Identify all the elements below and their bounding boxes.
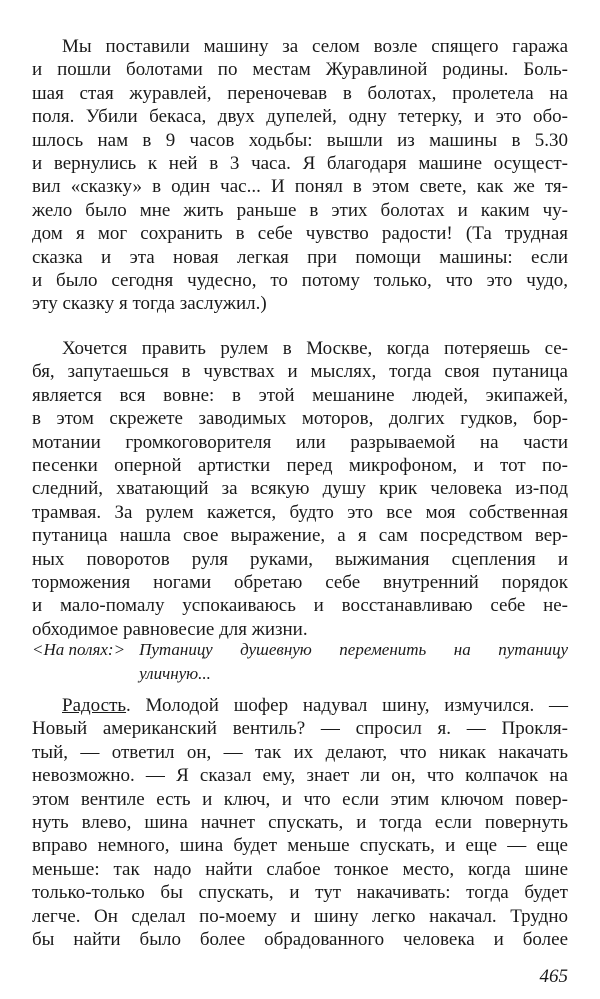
text-line: в этом скрежете заводимых моторов, долгих гудков, бор- [32,408,568,430]
underlined-word: Радость [62,695,127,716]
text-line: тый, — ответил он, — так их делают, что никак накачать [32,741,568,763]
text-line: и пошли болотами по местам Журавлиной родины. Боль- [32,59,568,81]
text-line: Мы поставили машину за селом возле спящего гаража [62,36,568,57]
text-line: невозможно. — Я сказал ему, знает ли он, что колпачок на [32,765,568,787]
text-line: только-только бы спускать, и тут накачивать: тогда будет [32,882,568,904]
paragraph-3 [32,694,568,951]
text-line: меньше: так надо найти слабое тонкое место, когда шине [32,858,568,880]
text-line [32,694,568,717]
text-line: вил «сказку» в один час... И понял в этом свете, как же тя- [32,176,568,198]
text-line: и было сегодня чудесно, то потому только, что это чудо, [32,269,568,291]
text-line: песенки оперной артистки перед микрофоном, и тот по- [32,454,568,476]
text-line: следний, хватающий за всякую душу крик человека из-под [32,478,568,500]
text-line: сказка и эта новая легкая при помощи машины: если [32,246,568,268]
text-line: бы найти было более обрадованного человека и более [32,928,568,950]
text-line: дом я мог сохранить в себе чувство радости! (Та трудная [32,223,568,245]
text-line: бя, запутаешься в чувствах и мыслях, тогда своя путаница [32,361,568,383]
text-line: вправо немного, шина будет меньше спускать, и еще — еще [32,835,568,857]
text-line: Новый американский вентиль? — спросил я. — Прокля- [32,718,568,740]
text-line: шлось нам в 9 часов ходьбы: вышли из машины в 5.30 [32,129,568,151]
margin-note-text [139,638,568,686]
text-line: является вся вовне: в этой мешанине людей, экипажей, [32,384,568,406]
text-line: этом вентиле есть и ключ, и что если этим ключом повер- [32,788,568,810]
paragraph-1 [32,35,568,316]
text-line: и мало-помалу успокаиваюсь и восстанавливаю себе не- [32,595,568,617]
text-line: нуть влево, шина начнет спускать, и тогда если повернуть [32,811,568,833]
page-number: 465 [539,966,568,987]
margin-note-line: уличную... [139,664,211,683]
text-line: ных поворотов руля руками, выжимания сцепления и [32,548,568,570]
text-line: мотании громкоговорителя или разрываемой на части [32,431,568,453]
text-line: Хочется править рулем в Москве, когда потеряешь се- [62,338,568,359]
text-line: торможения ногами обретаю себе внутренний порядок [32,571,568,593]
margin-note-label: <На полях:> [32,640,126,659]
text-line: и вернулись к ней в 3 часа. Я благодаря машине осущест- [32,152,568,174]
text-line: легче. Он сделал по-моему и шину легко накачал. Трудно [32,905,568,927]
text-line: жело было мне жить раньше в этих болотах и каким чу- [32,199,568,221]
text-line: трамвая. За рулем кажется, будто это все моя собственная [32,501,568,523]
paragraph-2 [32,337,568,641]
text-span: . Молодой шофер надувал шину, измучился. — [126,695,568,716]
text-line: шая стая журавлей, переночевав в болотах, пролетела на [32,82,568,104]
text-line: эту сказку я тогда заслужил.) [32,293,267,315]
text-line: поля. Убили бекаса, двух дупелей, одну тетерку, и это обо- [32,106,568,128]
margin-note [32,638,568,686]
margin-note-line: Путаницу душевную переменить на путаницу [139,640,568,659]
text-line: путаница нашла свое выражение, а я сам посредством вер- [32,525,568,547]
text-line: обходимое равновесие для жизни. [32,618,308,640]
